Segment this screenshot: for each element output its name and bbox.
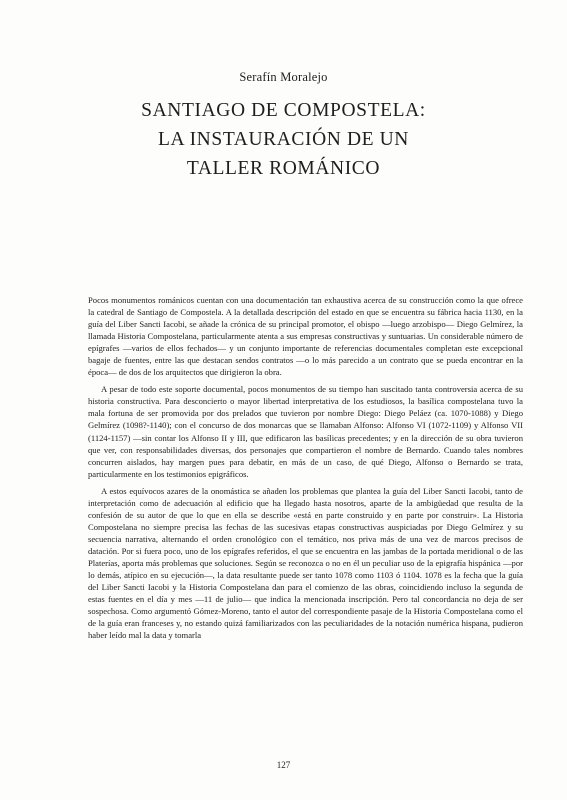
paragraph: A estos equívocos azares de la onomástica se añaden los problemas que plantea la guía del Liber Sancti Iacobi, tanto de interpretación como de adecuación al edificio que ha llegado hasta nosotros, aparte de la ambigüedad que resulta de la confesión de su autor de que lo que en ella se describe «está en parte construido y en parte por construir». La Historia Compostelana no siempre precisa las fechas de las sucesivas etapas constructivas auspiciadas por Diego Gelmírez y su secuencia narrativa, alternando el orden cronológico con el temático, nos priva más de una vez de marcos precisos de datación. Por si fuera poco, uno de los epígrafes referidos, el que se encuentra en las jambas de la portada meridional o de las Platerías, aporta más problemas que soluciones. Según se reconozca o no en él un peculiar uso de la epigrafía hispánica —por lo demás, atípico en su ejecución—, la data resultante puede ser tanto 1078 como 1103 ó 1104. 1078 es la fecha que la guía del Liber Sancti Iacobi y la Historia Compostelana dan para el comienzo de las obras, coincidiendo incluso la segunda de estas fuentes en el día y mes —11 de julio— que indica la mencionada inscripción. Pero tal concordancia no deja de ser sospechosa. Como argumentó Gómez-Moreno, tanto el autor del correspondiente pasaje de la Historia Compostelana como el de la guía eran franceses y, no estando quizá familiarizados con las peculiaridades de la notación numérica hispana, pudieron haber leído mal la data y tomarla xyxy=(88,485,523,641)
article-body xyxy=(88,294,523,646)
author-name: Serafín Moralejo xyxy=(239,70,328,84)
title-line: SANTIAGO DE COMPOSTELA: xyxy=(141,100,426,121)
title-line: TALLER ROMÁNICO xyxy=(186,158,381,179)
paragraph: A pesar de todo este soporte documental, pocos monumentos de su tiempo han suscitado tanta controversia acerca de su historia constructiva. Para desconcierto o mayor libertad interpretativa de los estudiosos, la basílica compostelana tuvo la mala fortuna de ser promovida por dos prelados que tuvieron por nombre Diego: Diego Peláez (ca. 1070-1088) y Diego Gelmírez (1098?-1140); con el concurso de dos monarcas que se llamaban Alfonso: Alfonso VI (1072-1109) y Alfonso VII (1124-1157) —sin contar los Alfonso II y III, que edificaron las basílicas precedentes; y en la dirección de su obra tuvieron que ver, con responsabilidades diversas, dos personajes que compartieron el nombre de Bernardo. Cuando tales nombres concurren aislados, hay margen pues para debatir, en más de un caso, de qué Diego, Alfonso o Bernardo se trata, particularmente en los testimonios epigráficos. xyxy=(88,384,523,479)
paragraph: Pocos monumentos románicos cuentan con una documentación tan exhaustiva acerca de su construcción como la que ofrece la catedral de Santiago de Compostela. A la detallada descripción del estado en que se encuentra su fábrica hacia 1130, en la guía del Liber Sancti Iacobi, se añade la crónica de su principal promotor, el obispo —luego arzobispo— Diego Gelmírez, la llamada Historia Compostelana, particularmente atenta a sus empresas constructivas y suntuarias. Un considerable número de epígrafes —varios de ellos fechados— y un conjunto importante de referencias documentales completan este excepcional bagaje de fuentes, entre las que destacan sendos contratos —o lo más parecido a un contrato que se pueda encontrar en la época— de dos de los arquitectos que dirigieron la obra. xyxy=(88,295,523,378)
article-title xyxy=(0,96,567,183)
title-line: LA INSTAURACIÓN DE UN xyxy=(158,129,409,150)
page-number: 127 xyxy=(276,760,291,770)
